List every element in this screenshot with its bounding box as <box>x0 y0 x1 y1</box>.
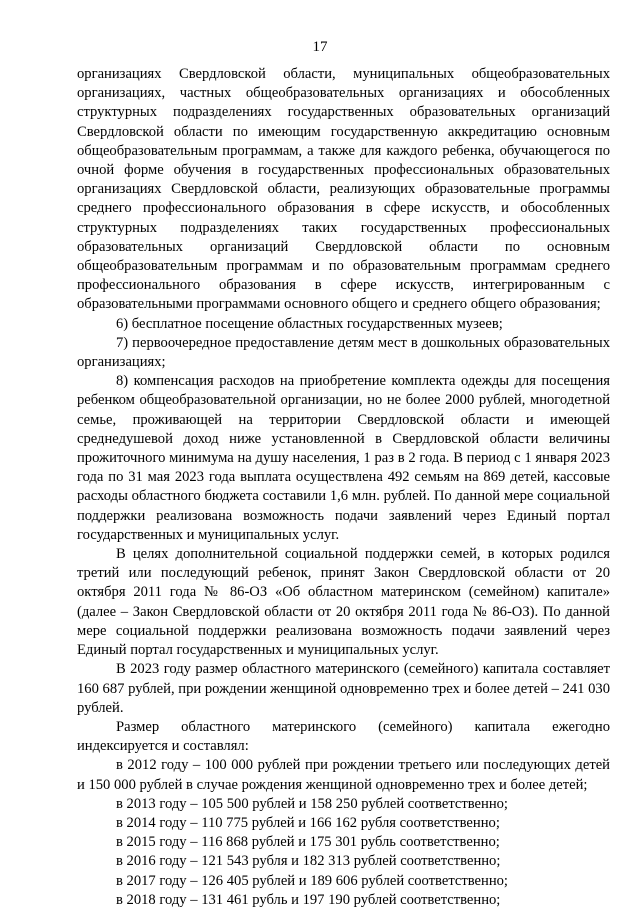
paragraph: В 2023 году размер областного материнского (семейного) капитала составляет 160 687 рублей, при рождении женщиной одновременно трех и более детей – 241 030 рублей. <box>77 661 610 716</box>
document-body <box>77 65 610 910</box>
paragraph: 8) компенсация расходов на приобретение комплекта одежды для посещения ребенком общеобразовательной организации, но не более 2000 рублей, многодетной семье, проживающей на территории Свердловской области и имеющей среднедушевой доход ниже установленной в Свердловской области величины прожиточного минимума на душу населения, 1 раз в 2 года. В период с 1 января 2023 года по 31 мая 2023 года выплата осуществлена 492 семьям на 869 детей, кассовые расходы областного бюджета составили 1,6 млн. рублей. По данной мере социальной поддержки реализована возможность подачи заявлений через Единый портал государственных и муниципальных услуг. <box>77 373 610 543</box>
paragraph: Размер областного материнского (семейного) капитала ежегодно индексируется и составлял: <box>77 718 610 755</box>
paragraph: в 2018 году – 131 461 рубль и 197 190 рублей соответственно; <box>116 891 501 908</box>
paragraph: в 2013 году – 105 500 рублей и 158 250 рублей соответственно; <box>116 795 508 812</box>
paragraph: в 2014 году – 110 775 рублей и 166 162 рубля соответственно; <box>116 814 500 831</box>
paragraph: в 2017 году – 126 405 рублей и 189 606 рублей соответственно; <box>116 872 508 889</box>
paragraph: 6) бесплатное посещение областных государственных музеев; <box>116 315 503 332</box>
paragraph: в 2015 году – 116 868 рублей и 175 301 рубль соответственно; <box>116 834 500 851</box>
paragraph: В целях дополнительной социальной поддержки семей, в которых родился третий или последующий ребенок, принят Закон Свердловской области от 20 октября 2011 года № 86-ОЗ «Об областном материнском (семейном) капитале» (далее – Закон Свердловской области от 20 октября 2011 года № 86-ОЗ). По данной мере социальной поддержки реализована возможность подачи заявлений через Единый портал государственных и муниципальных услуг. <box>77 546 610 659</box>
paragraph: организациях Свердловской области, муниципальных общеобразовательных организациях, частных общеобразовательных организациях и обособленных структурных подразделениях государственных образовательных организаций Свердловской области по имеющим государственную аккредитацию основным общеобразовательным программам, а также для каждого ребенка, обучающегося по очной форме обучения в государственных профессиональных образовательных организациях Свердловской области, реализующих образовательные программы среднего профессионального образования в сфере искусств, и обособленных структурных подразделениях таких государственных профессиональных образовательных организаций Свердловской области по основным общеобразовательным программам и по образовательным программам среднего профессионального образования в сфере искусств, интегрированным с образовательными программами основного общего и среднего общего образования; <box>77 66 610 313</box>
paragraph: в 2016 году – 121 543 рубля и 182 313 рублей соответственно; <box>116 853 501 870</box>
page-number: 17 <box>312 39 328 55</box>
paragraph: в 2012 году – 100 000 рублей при рождении третьего или последующих детей и 150 000 рублей в случае рождения женщиной одновременно трех и более детей; <box>77 757 610 793</box>
paragraph: 7) первоочередное предоставление детям мест в дошкольных образовательных организациях; <box>77 334 610 371</box>
